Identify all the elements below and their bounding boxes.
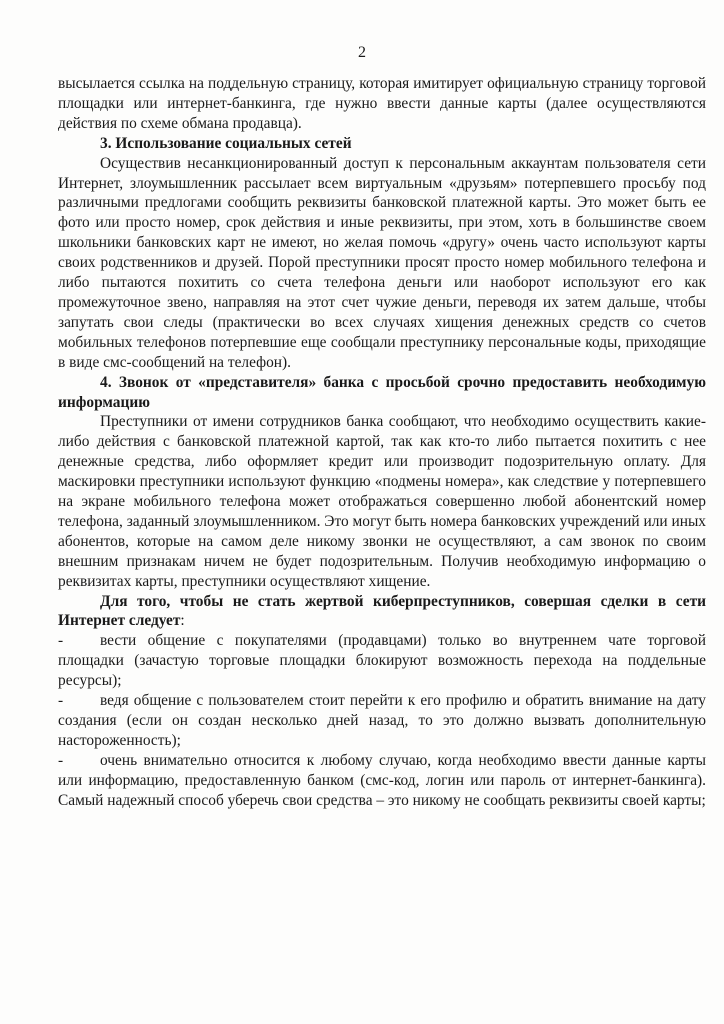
advice-bullet [58, 751, 706, 811]
advice-heading [58, 592, 706, 632]
bullet-text: очень внимательно относится к любому случаю, когда необходимо ввести данные карты или информацию, предоставленную банком (смс-код, логин или пароль от интернет-банкинга). Самый надежный способ уберечь свои средства – это никому не сообщать реквизиты своей карты; [58, 751, 706, 809]
document-body [58, 74, 706, 811]
advice-bullet [58, 631, 706, 691]
advice-bullet [58, 691, 706, 751]
paragraph-social-networks: Осуществив несанкционированный доступ к персональным аккаунтам пользователя сети Интернет, злоумышленник рассылает всем виртуальным «друзьям» потерпевшего просьбу под различными предлогами сообщить реквизиты банковской платежной карты. Это может быть ее фото или просто номер, срок действия и иные реквизиты, при этом, хоть в большинстве своем школьники банковских карт не имеют, но желая помочь «другу» очень часто используют карты своих родственников и друзей. Порой преступники просят просто номер мобильного телефона и либо пытаются похитить со счета телефона деньги или наоборот используют его как промежуточное звено, направляя на этот счет чужие деньги, переводя их затем дальше, чтобы запутать свои следы (практически во всех случаях хищения денежных средств со счетов мобильных телефонов потерпевшие еще сообщали преступнику персональные коды, приходящие в виде смс-сообщений на телефон). [58, 154, 706, 371]
bullet-text: ведя общение с пользователем стоит перейти к его профилю и обратить внимание на дату создания (если он создан несколько дней назад, то это должно вызвать дополнительную настороженность); [58, 692, 706, 749]
section-heading-bank-call: 4. Звонок от «представителя» банка с просьбой срочно предоставить необходимую информацию [58, 373, 706, 411]
bullet-text: вести общение с покупателями (продавцами) только во внутреннем чате торговой площадки (зачастую торговые площадки блокируют возможность перехода на поддельные ресурсы); [58, 632, 706, 690]
page-number: 2 [358, 44, 366, 61]
bullet-dash: - [58, 751, 64, 769]
advice-heading-bold: Для того, чтобы не стать жертвой киберпреступников, совершая сделки в сети Интернет следует [58, 592, 706, 630]
paragraph-bank-call: Преступники от имени сотрудников банка сообщают, что необходимо осуществить какие-либо действия с банковской платежной картой, так как кто-то либо пытается похитить с нее денежные средства, либо оформляет кредит или производит подозрительную оплату. Для маскировки преступники используют функцию «подмены номера», как следствие у потерпевшего на экране мобильного телефона может отображаться совершенно любой абонентский номер телефона, заданный злоумышленником. Это могут быть номера банковских учреждений или иных абонентов, которые на самом деле никому звонки не осуществляют, а сам звонок по своим внешним признакам ничем не будет подозрительным. Получив необходимую информацию о реквизитах карты, преступники осуществляют хищение. [58, 413, 706, 590]
bullet-dash: - [58, 692, 64, 710]
paragraph-continuation: высылается ссылка на поддельную страницу, которая имитирует официальную страницу торговой площадки или интернет-банкинга, где нужно ввести данные карты (далее осуществляются действия по схеме обмана продавца). [58, 75, 706, 132]
bullet-dash: - [58, 632, 64, 650]
section-heading-social-networks: 3. Использование социальных сетей [100, 134, 352, 152]
advice-heading-colon: : [180, 612, 185, 630]
